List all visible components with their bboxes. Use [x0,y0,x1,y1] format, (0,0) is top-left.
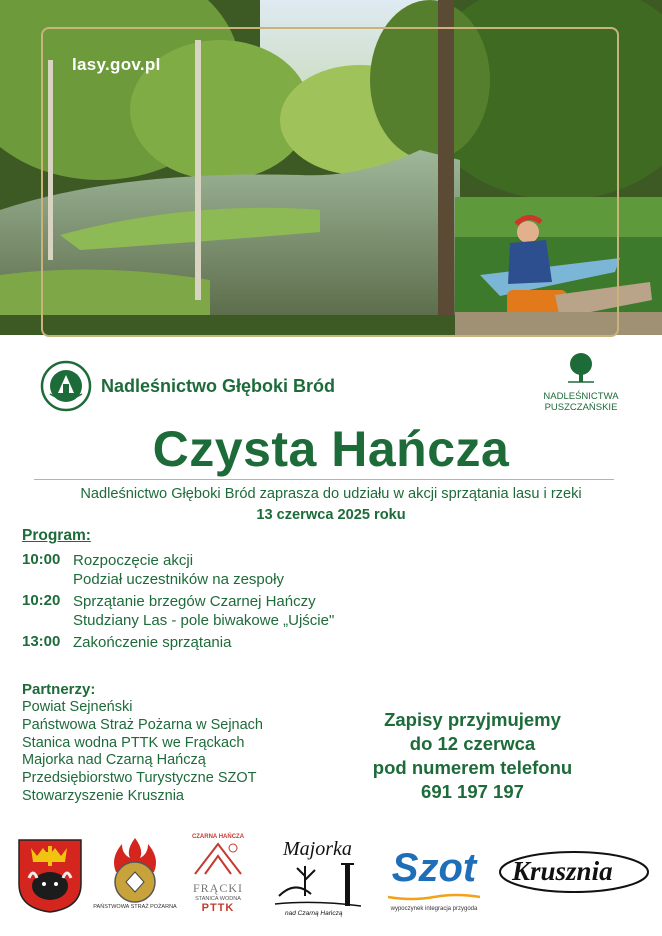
krusznia-logo [496,848,651,900]
registration-line: do 12 czerwca [409,733,536,754]
partner-item: Stowarzyszenie Krusznia [22,787,184,804]
majorka-name: Majorka [283,838,352,860]
program-time: 10:20 [22,592,61,609]
registration-info [340,708,605,804]
majorka-sub: nad Czarną Hańczą [285,910,343,917]
program-heading: Program: [22,527,91,544]
program-line: Sprzątanie brzegów Czarnej Hańczy [73,593,316,610]
tree-icon [564,352,598,386]
registration-line: Zapisy przyjmujemy [384,709,561,730]
partner-logo-line-1: NADLEŚNICTWA [543,391,619,402]
partners-heading: Partnerzy: [22,681,96,698]
program-item [22,551,284,589]
landscape-icon [275,856,361,916]
krusznia-name: Krusznia [512,856,613,886]
partner-item: Stanica wodna PTTK we Frąckach [22,734,245,751]
title-divider [34,479,614,480]
nadlesnictwa-puszczanskie-logo [540,352,622,413]
partner-item: Majorka nad Czarną Hańczą [22,752,206,769]
szot-tagline: wypoczynek integracja przygoda [390,906,478,912]
program-time: 10:00 [22,551,61,568]
pttk-text: PTTK [201,902,235,914]
invitation-text: Nadleśnictwo Głęboki Bród zaprasza do udziału w akcji sprzątania lasu i rzeki [80,486,582,502]
program-line: Podział uczestników na zespoły [73,571,284,588]
program-line: Rozpoczęcie akcji [73,552,194,569]
lasy-panstwowe-logo [40,360,92,417]
wave-icon [384,893,484,901]
registration-line: pod numerem telefonu [372,757,573,778]
powiat-sejnenski-coat-of-arms [17,838,83,919]
szot-name: Szot [391,846,477,890]
partner-logo-line-2: PUSZCZAŃSKIE [544,402,618,413]
szot-logo [384,848,484,912]
event-date: 13 czerwca 2025 roku [256,507,406,523]
tent-icon [189,840,247,876]
frącki-top-text: CZARNA HAŃCZA [191,834,245,840]
stanica-frącki-logo [189,834,247,914]
partner-item: Przedsiębiorstwo Turystyczne SZOT [22,770,257,787]
majorka-logo [275,838,361,918]
event-title: Czysta Hańcza [152,421,510,477]
partners-list [22,699,263,806]
program-item [22,633,231,652]
program-line: Zakończenie sprzątania [73,634,232,651]
program-line: Studziany Las - pole biwakowe „Ujście" [73,612,335,629]
frącki-name: FRĄCKI [192,881,243,895]
partner-item: Powiat Sejneński [22,699,133,715]
psp-logo [93,836,177,917]
registration-phone[interactable]: 691 197 197 [421,781,524,802]
site-url[interactable]: lasy.gov.pl [72,55,161,74]
organizer-name: Nadleśnictwo Głęboki Bród [101,376,336,396]
frącki-sub: STANICA WODNA [195,896,241,902]
program-time: 13:00 [22,633,61,650]
psp-logo-text: PAŃSTWOWA STRAŻ POŻARNA [93,904,177,910]
program-item [22,592,334,630]
partner-item: Państwowa Straż Pożarna w Sejnach [22,716,263,733]
